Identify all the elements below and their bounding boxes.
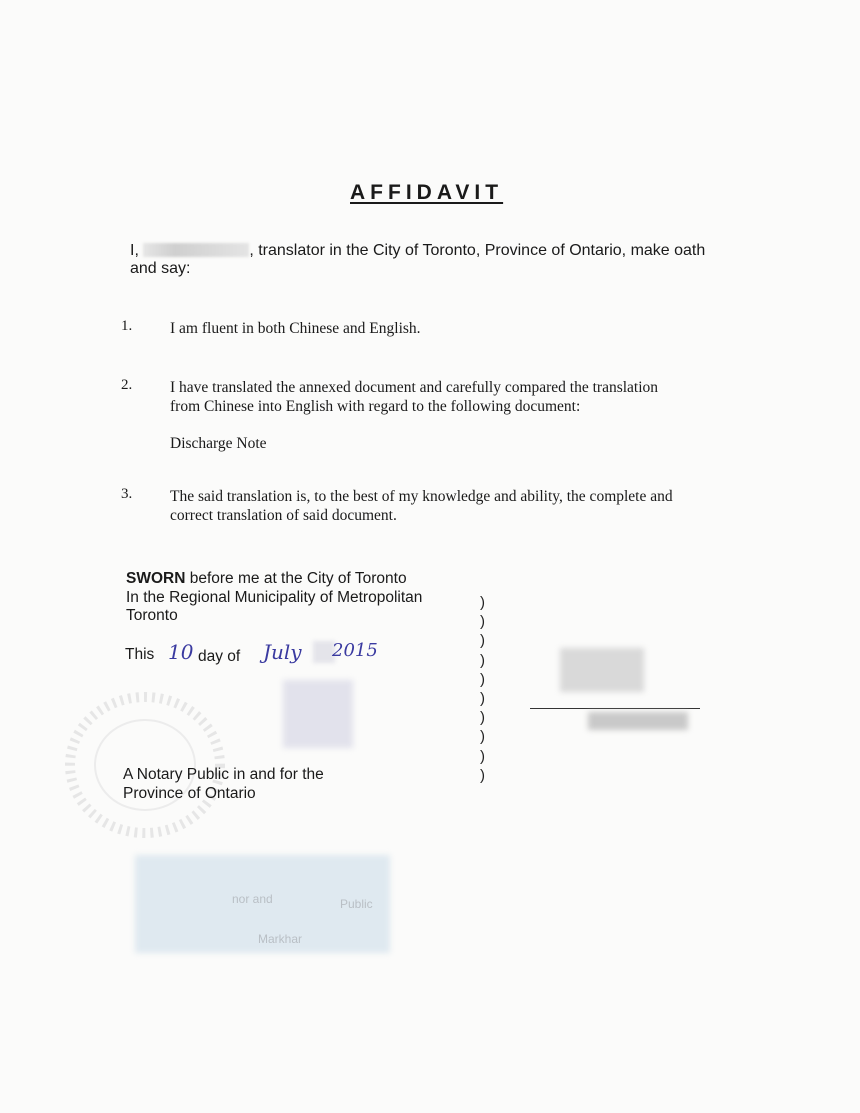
notary-line-1: A Notary Public in and for the [123,766,324,783]
handwritten-month: July [263,640,302,664]
item-1-line: I am fluent in both Chinese and English. [170,320,421,337]
paren: ) [480,709,485,727]
item-3-number: 3. [121,486,133,502]
item-3-line: The said translation is, to the best of my knowledge and ability, the complete and [170,488,673,505]
item-2-text [170,378,658,416]
signature-line [530,708,700,709]
notary-line-2: Province of Ontario [123,784,256,802]
intro-middle: , translator in the City of Toronto, Province of Ontario, make oath [249,242,706,259]
sworn-bold: SWORN [126,570,186,587]
item-3-line: correct translation of said document. [170,507,397,524]
stamp-fragment: Markhar [258,932,303,946]
stamp-fragment: Public [340,897,373,911]
day-of-label: day of [198,648,241,665]
redacted-notary-signature [283,680,353,748]
this-label: This [125,646,155,663]
sworn-line-1 [126,570,422,589]
redacted-deponent-signature [560,648,644,692]
item-2-number: 2. [121,377,133,393]
item-1-number: 1. [121,318,133,334]
stamp-fragment: nor and [232,892,273,906]
item-2-line: from Chinese into English with regard to the following document: [170,398,581,415]
intro-prefix: I, [130,242,139,259]
sworn-line-1-rest: before me at the City of Toronto [185,570,407,587]
sworn-block [126,570,422,626]
paren: ) [480,690,485,708]
handwritten-year: 2015 [332,640,378,661]
redacted-deponent-name [588,712,688,730]
redacted-name [143,243,249,257]
paren: ) [480,651,485,669]
paren: ) [480,594,485,611]
handwritten-day: 10 [168,640,194,664]
sworn-line-3: Toronto [126,607,178,624]
intro-line-2: and say: [130,260,191,277]
sworn-line-2: In the Regional Municipality of Metropolitan [126,588,423,606]
paren: ) [480,728,485,746]
document-name: Discharge Note [170,435,267,452]
item-1-text [170,319,421,338]
paren: ) [480,632,485,650]
parentheses-column [480,593,485,785]
notary-block [123,766,324,803]
paren: ) [480,747,485,765]
paren: ) [480,766,485,784]
document-title: AFFIDAVIT [350,181,504,204]
intro-line-1 [130,242,705,260]
paren: ) [480,613,485,631]
item-3-text [170,487,673,525]
seal-stamp-icon [60,690,230,840]
item-2-line: I have translated the annexed document and carefully compared the translation [170,379,659,396]
paren: ) [480,670,485,688]
